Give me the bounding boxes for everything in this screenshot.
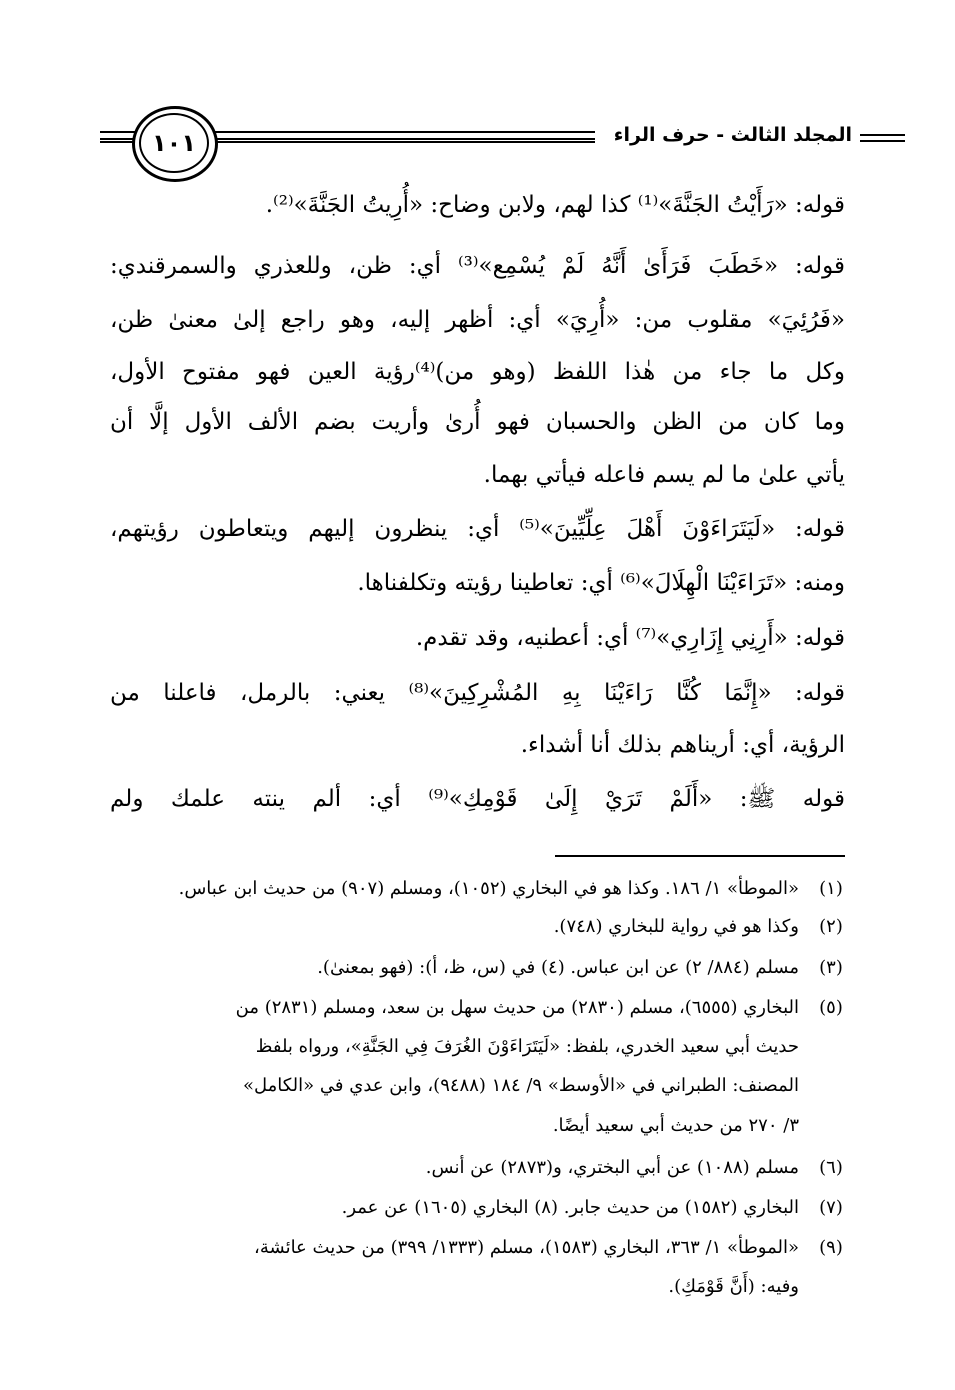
footnote-6 [110, 1157, 845, 1179]
header-ornament-right [860, 134, 905, 142]
footnote-text: «الموطأ» ١/ ٣٦٣، البخاري (١٥٨٣)، مسلم (١٣٣٣/ ٣٩٩) من حديث عائشة، [254, 1237, 799, 1258]
footnote-number: (١) [819, 878, 843, 899]
body-line: قوله: «إِنَّمَا كُنَّا رَاءَيْنَا بِهِ المُشْرِكِينَ»⁽⁸⁾ يعني: بالرمل، فاعلنا من [110, 680, 845, 706]
body-line: قوله: «أَرِنِي إِزَارِي»⁽⁷⁾ أي: أعطنيه، وقد تقدم. [415, 625, 845, 651]
footnote-2 [110, 916, 845, 938]
footnote-text: مسلم (١٠٨٨) عن أبي البختري، و(٢٨٧٣) عن أنس. [425, 1157, 799, 1178]
footnote-5 [110, 997, 845, 1019]
page-number: ١٠١ [139, 113, 209, 173]
footnote-5-cont [110, 1115, 845, 1137]
body-line: يأتي علىٰ ما لم يسم فاعله فيأتي بهما. [483, 462, 845, 488]
footnote-number: (٥) [819, 997, 843, 1018]
footnote-9-cont [110, 1276, 845, 1298]
footnote-text: وفيه: (أَنَّ قَوْمَكِ). [668, 1276, 799, 1297]
body-line: الرؤية، أي: أريناهم بذلك أنا أشداء. [520, 732, 845, 758]
body-line: ومنه: «تَرَاءَيْنَا الْهِلَالَ»⁽⁶⁾ أي: تعاطينا رؤيته وتكلفناها. [357, 570, 845, 596]
footnote-text: البخاري (٦٥٥٥)، مسلم (٢٨٣٠) من حديث سهل بن سعد، ومسلم (٢٨٣١) من [235, 997, 799, 1018]
body-line: وكل ما جاء من هٰذا اللفظ (وهو من)⁽⁴⁾رؤية العين فهو مفتوح الأول، [110, 359, 845, 385]
footnote-text: المصنف: الطبراني في «الأوسط» ٩/ ١٨٤ (٩٤٨٨)، وابن عدي في «الكامل» [242, 1075, 799, 1096]
footnote-separator [555, 855, 845, 857]
footnote-number: (٦) [819, 1157, 843, 1178]
body-line: قوله: «خَطَبَ فَرَأَىٰ أَنَّهُ لَمْ يُسْمِع»⁽³⁾ أي: ظن، وللعذري والسمرقندي: [110, 253, 845, 279]
footnote-number: (٧) [819, 1197, 843, 1218]
footnote-number: (٣) [819, 957, 843, 978]
footnote-5-cont [110, 1036, 845, 1058]
footnote-text: «الموطأ» ١/ ١٨٦. وكذا هو في البخاري (١٠٥٢)، ومسلم (٩٠٧) من حديث ابن عباس. [178, 878, 799, 899]
body-line: وما كان من الظن والحسبان فهو أُرىٰ وأريت بضم الألف الأول إلَّا أن [110, 409, 845, 435]
running-title: المجلد الثالث - حرف الراء [613, 124, 852, 146]
body-line: قوله: «لَيَتَرَاءَوْنَ أَهْلَ عِلِّيِّينَ»⁽⁵⁾ أي: ينظرون إليهم ويتعاطون رؤيتهم، [110, 516, 845, 542]
footnote-text: ٣/ ٢٧٠ من حديث أبي سعيد أيضًا. [552, 1115, 799, 1136]
footnote-text: وكذا هو في رواية للبخاري (٧٤٨). [553, 916, 799, 937]
footnote-text: حديث أبي سعيد الخدري، بلفظ: «لَيَتَرَاءَوْنَ الغُرَفَ فِي الجَنَّةِ»، ورواه بلفظ [255, 1036, 799, 1057]
footnote-9 [110, 1237, 845, 1259]
body-line: «فَرُئِيَ» مقلوب من: «أُرِيَ» أي: أظهر إليه، وهو راجع إلىٰ معنىٰ ظن، [110, 307, 845, 333]
footnote-7 [110, 1197, 845, 1219]
footnote-1 [110, 878, 845, 900]
footnote-5-cont [110, 1075, 845, 1097]
footnote-text: البخاري (١٥٨٢) من حديث جابر. (٨) البخاري (١٦٠٥) عن عمر. [341, 1197, 799, 1218]
footnote-number: (٩) [819, 1237, 843, 1258]
body-line: قوله ﷺ: «أَلَمْ تَرَيْ إِلَىٰ قَوْمِكِ»⁽⁹⁾ أي: ألم ينته علمك ولم [110, 786, 846, 812]
footnote-text: مسلم (٨٨٤/ ٢) عن ابن عباس. (٤) في (س، ظ، أ): (فهو بمعنىٰ). [317, 957, 799, 978]
footnote-3 [110, 957, 845, 979]
footnote-number: (٢) [819, 916, 843, 937]
body-line: قوله: «رَأَيْتُ الجَنَّةَ»⁽¹⁾ كذا لهم، ولابن وضاح: «أُرِيتُ الجَنَّةَ»⁽²⁾. [265, 192, 845, 218]
